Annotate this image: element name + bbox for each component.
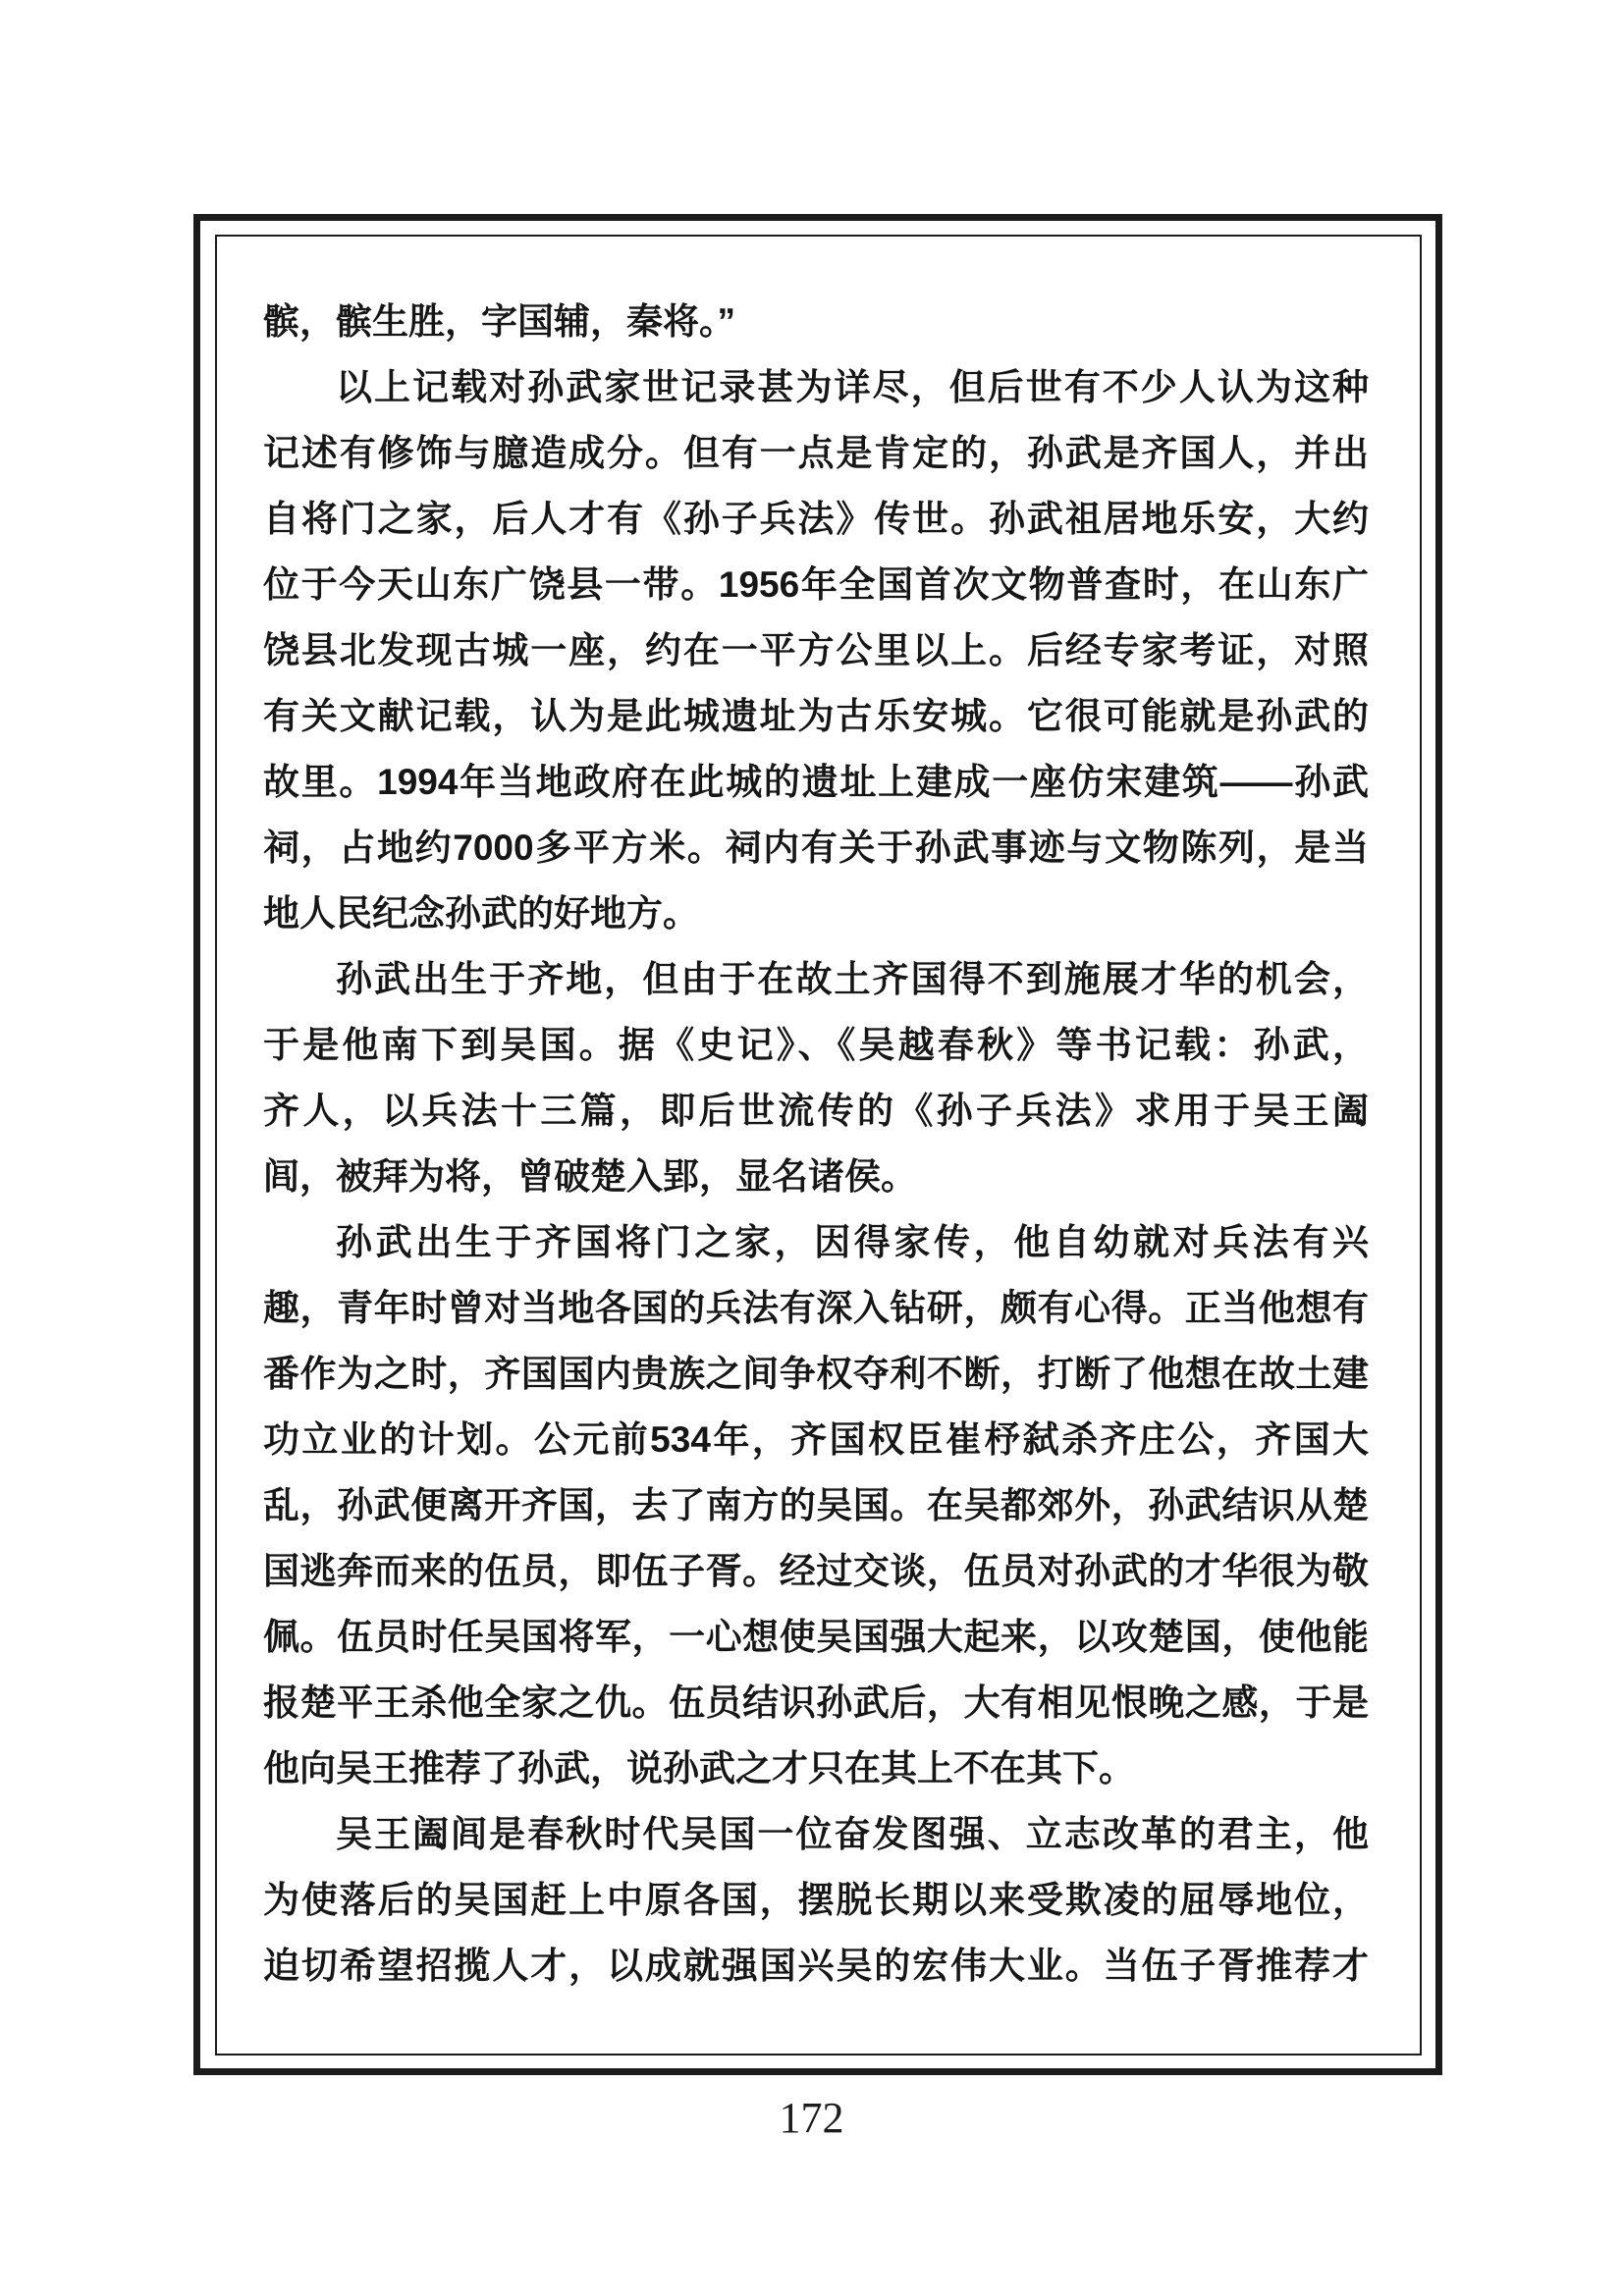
text-line: 吴王阖闾是春秋时代吴国一位奋发图强、立志改革的君主，他 [336, 1814, 1369, 1854]
text-line: 番作为之时，齐国国内贵族之间争权夺利不断，打断了他想在故土建 [263, 1354, 1369, 1394]
page-number: 172 [779, 2094, 844, 2142]
text-line: 闾，被拜为将，曾破楚入郢，显名诸侯。 [263, 1156, 917, 1197]
text-line: 报楚平王杀他全家之仇。伍员结识孙武后，大有相见恨晚之感，于是 [263, 1682, 1369, 1723]
text-line: 祠，占地约7000多平方米。祠内有关于孙武事迹与文物陈列，是当 [263, 828, 1369, 868]
text-line: 孙武出生于齐国将门之家，因得家传，他自幼就对兵法有兴 [336, 1222, 1369, 1262]
text-line: 饶县北发现古城一座，约在一平方公里以上。后经专家考证，对照 [263, 630, 1369, 670]
text-line: 为使落后的吴国赶上中原各国，摆脱长期以来受欺凌的屈辱地位， [263, 1880, 1369, 1920]
text-line: 趣，青年时曾对当地各国的兵法有深入钻研，颇有心得。正当他想有 [263, 1288, 1369, 1328]
text-line: 齐人，以兵法十三篇，即后世流传的《孙子兵法》求用于吴王阖 [263, 1091, 1369, 1131]
text-line: 乱，孙武便离开齐国，去了南方的吴国。在吴都郊外，孙武结识从楚 [263, 1485, 1369, 1525]
text-line: 功立业的计划。公元前534年，齐国权臣崔杼弑杀齐庄公，齐国大 [263, 1419, 1369, 1460]
text-line: 故里。1994年当地政府在此城的遗址上建成一座仿宋建筑——孙武 [263, 762, 1369, 802]
text-line: 国逃奔而来的伍员，即伍子胥。经过交谈，伍员对孙武的才华很为敬 [263, 1551, 1369, 1591]
text-line: 记述有修饰与臆造成分。但有一点是肯定的，孙武是齐国人，并出 [263, 433, 1369, 473]
text-line: 孙武出生于齐地，但由于在故土齐国得不到施展才华的机会， [336, 959, 1369, 999]
text-line: 地人民纪念孙武的好地方。 [263, 893, 699, 934]
text-line: 以上记载对孙武家世记录甚为详尽，但后世有不少人认为这种 [336, 367, 1369, 407]
text-line: 有关文献记载，认为是此城遗址为古乐安城。它很可能就是孙武的 [263, 696, 1369, 736]
text-line: 髌，髌生胜，字国辅，秦将。” [263, 301, 735, 342]
text-line: 自将门之家，后人才有《孙子兵法》传世。孙武祖居地乐安，大约 [263, 499, 1369, 539]
text-line: 迫切希望招揽人才，以成就强国兴吴的宏伟大业。当伍子胥推荐才 [263, 1946, 1369, 1986]
text-line: 佩。伍员时任吴国将军，一心想使吴国强大起来，以攻楚国，使他能 [263, 1617, 1369, 1657]
text-line: 他向吴王推荐了孙武，说孙武之才只在其上不在其下。 [263, 1748, 1135, 1789]
text-line: 于是他南下到吴国。据《史记》、《吴越春秋》等书记载：孙武， [263, 1025, 1369, 1065]
text-line: 位于今天山东广饶县一带。1956年全国首次文物普查时，在山东广 [263, 564, 1369, 605]
body-text [263, 289, 1369, 1999]
